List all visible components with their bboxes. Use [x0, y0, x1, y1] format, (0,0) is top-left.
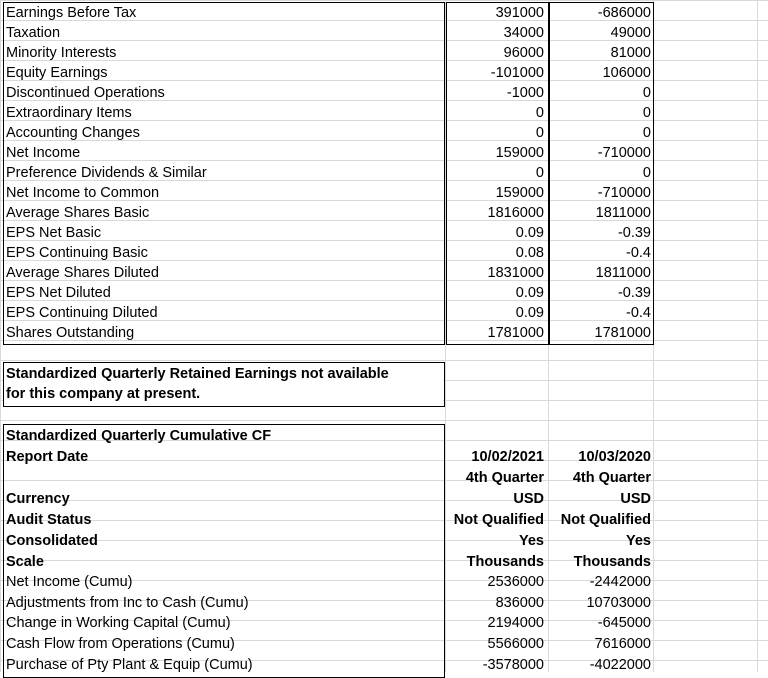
- row-label[interactable]: EPS Continuing Diluted: [6, 305, 158, 321]
- cf-period-row: [0, 468, 768, 488]
- period-1[interactable]: 4th Quarter: [465, 470, 544, 486]
- cf-row: [0, 572, 768, 592]
- row-label[interactable]: Adjustments from Inc to Cash (Cumu): [6, 594, 249, 611]
- value-cell[interactable]: -101000: [490, 65, 544, 81]
- value-cell[interactable]: 0.09: [515, 285, 544, 301]
- cf-meta-row: [0, 531, 768, 551]
- row-label[interactable]: EPS Net Basic: [6, 225, 102, 241]
- value-cell[interactable]: -0.39: [617, 285, 651, 301]
- value-cell[interactable]: -2442000: [589, 574, 651, 590]
- row-label[interactable]: Cash Flow from Operations (Cumu): [6, 636, 235, 653]
- value-cell[interactable]: 0: [642, 105, 651, 121]
- value-cell[interactable]: USD: [513, 491, 544, 507]
- value-cell[interactable]: 0: [535, 105, 544, 121]
- income-row: [0, 223, 768, 243]
- value-cell[interactable]: 0: [535, 165, 544, 181]
- row-label[interactable]: Accounting Changes: [6, 125, 140, 141]
- row-label[interactable]: EPS Continuing Basic: [6, 245, 148, 261]
- value-cell[interactable]: 96000: [503, 45, 544, 61]
- row-label[interactable]: Currency: [6, 491, 70, 507]
- row-label[interactable]: Minority Interests: [6, 45, 117, 61]
- value-cell[interactable]: USD: [620, 491, 651, 507]
- row-label[interactable]: Taxation: [6, 25, 61, 41]
- value-cell[interactable]: 5566000: [487, 636, 544, 653]
- cf-meta-row: [0, 489, 768, 509]
- value-cell[interactable]: -0.4: [626, 305, 651, 321]
- row-label[interactable]: Net Income to Common: [6, 185, 160, 201]
- value-cell[interactable]: 2194000: [487, 615, 544, 632]
- value-cell[interactable]: Yes: [519, 533, 544, 549]
- income-row: [0, 243, 768, 263]
- period-2[interactable]: 4th Quarter: [572, 470, 651, 486]
- row-label[interactable]: EPS Net Diluted: [6, 285, 111, 301]
- value-cell[interactable]: 1831000: [487, 265, 544, 281]
- value-cell[interactable]: 1781000: [487, 325, 544, 341]
- value-cell[interactable]: -4022000: [589, 656, 651, 673]
- value-cell[interactable]: -0.39: [617, 225, 651, 241]
- value-cell[interactable]: -645000: [597, 615, 651, 632]
- value-cell[interactable]: 391000: [495, 5, 544, 21]
- notice-line-2: [0, 384, 768, 404]
- value-cell[interactable]: 0.09: [515, 305, 544, 321]
- value-cell[interactable]: 0: [642, 125, 651, 141]
- row-label[interactable]: Extraordinary Items: [6, 105, 132, 121]
- value-cell[interactable]: 10703000: [586, 594, 651, 611]
- row-label[interactable]: Consolidated: [6, 533, 98, 549]
- row-label[interactable]: Net Income: [6, 145, 81, 161]
- row-label[interactable]: Net Income (Cumu): [6, 574, 133, 590]
- retained-notice-line1: Standardized Quarterly Retained Earnings not available: [6, 366, 389, 382]
- income-row: [0, 163, 768, 183]
- row-label[interactable]: Audit Status: [6, 512, 92, 528]
- value-cell[interactable]: Yes: [626, 533, 651, 549]
- row-label[interactable]: Preference Dividends & Similar: [6, 165, 207, 181]
- income-row: [0, 323, 768, 343]
- value-cell[interactable]: -3578000: [482, 656, 544, 673]
- row-label[interactable]: Average Shares Diluted: [6, 265, 159, 281]
- value-cell[interactable]: 7616000: [594, 636, 651, 653]
- value-cell[interactable]: 0.09: [515, 225, 544, 241]
- value-cell[interactable]: Not Qualified: [560, 512, 651, 528]
- value-cell[interactable]: 159000: [495, 185, 544, 201]
- cf-meta-row: [0, 510, 768, 530]
- cf-meta-row: [0, 552, 768, 572]
- income-row: [0, 303, 768, 323]
- value-cell[interactable]: -710000: [597, 145, 651, 161]
- income-row: [0, 283, 768, 303]
- income-row: [0, 263, 768, 283]
- value-cell[interactable]: 49000: [610, 25, 651, 41]
- row-label[interactable]: Discontinued Operations: [6, 85, 165, 101]
- income-row: [0, 123, 768, 143]
- income-row: [0, 143, 768, 163]
- cf-row: [0, 613, 768, 633]
- value-cell[interactable]: 1781000: [594, 325, 651, 341]
- cf-title: Standardized Quarterly Cumulative CF: [6, 428, 272, 444]
- cf-row: [0, 634, 768, 654]
- value-cell[interactable]: 81000: [610, 45, 651, 61]
- notice-line-1: [0, 364, 768, 384]
- retained-notice-line2: for this company at present.: [6, 386, 201, 402]
- value-cell[interactable]: -686000: [597, 5, 651, 21]
- income-row: [0, 3, 768, 23]
- income-row: [0, 63, 768, 83]
- row-label[interactable]: Change in Working Capital (Cumu): [6, 615, 231, 632]
- report-date-label: Report Date: [6, 449, 89, 465]
- cf-row: [0, 593, 768, 613]
- row-label[interactable]: Scale: [6, 554, 44, 570]
- income-row: [0, 43, 768, 63]
- income-row: [0, 23, 768, 43]
- cf-title-row: [0, 426, 768, 446]
- row-label[interactable]: Earnings Before Tax: [6, 5, 137, 21]
- value-cell[interactable]: Thousands: [466, 554, 544, 570]
- value-cell[interactable]: 1811000: [595, 205, 651, 221]
- value-cell[interactable]: 0: [642, 165, 651, 181]
- value-cell[interactable]: Thousands: [573, 554, 651, 570]
- value-cell[interactable]: 836000: [495, 594, 544, 611]
- income-row: [0, 83, 768, 103]
- value-cell[interactable]: 1816000: [487, 205, 544, 221]
- income-row: [0, 183, 768, 203]
- value-cell[interactable]: 0.08: [515, 245, 544, 261]
- row-label[interactable]: Equity Earnings: [6, 65, 108, 81]
- value-cell[interactable]: 0: [642, 85, 651, 101]
- value-cell[interactable]: 1811000: [595, 265, 651, 281]
- value-cell[interactable]: -0.4: [626, 245, 651, 261]
- row-label[interactable]: Average Shares Basic: [6, 205, 150, 221]
- row-label[interactable]: Shares Outstanding: [6, 325, 135, 341]
- cf-date-row: [0, 447, 768, 467]
- value-cell[interactable]: -1000: [506, 85, 544, 101]
- report-date-2[interactable]: 10/03/2020: [578, 449, 651, 465]
- value-cell[interactable]: 159000: [495, 145, 544, 161]
- value-cell[interactable]: 0: [535, 125, 544, 141]
- value-cell[interactable]: Not Qualified: [453, 512, 544, 528]
- value-cell[interactable]: 2536000: [487, 574, 544, 590]
- value-cell[interactable]: -710000: [597, 185, 651, 201]
- row-label[interactable]: Purchase of Pty Plant & Equip (Cumu): [6, 656, 253, 673]
- income-row: [0, 203, 768, 223]
- income-row: [0, 103, 768, 123]
- value-cell[interactable]: 34000: [503, 25, 544, 41]
- report-date-1[interactable]: 10/02/2021: [471, 449, 544, 465]
- value-cell[interactable]: 106000: [602, 65, 651, 81]
